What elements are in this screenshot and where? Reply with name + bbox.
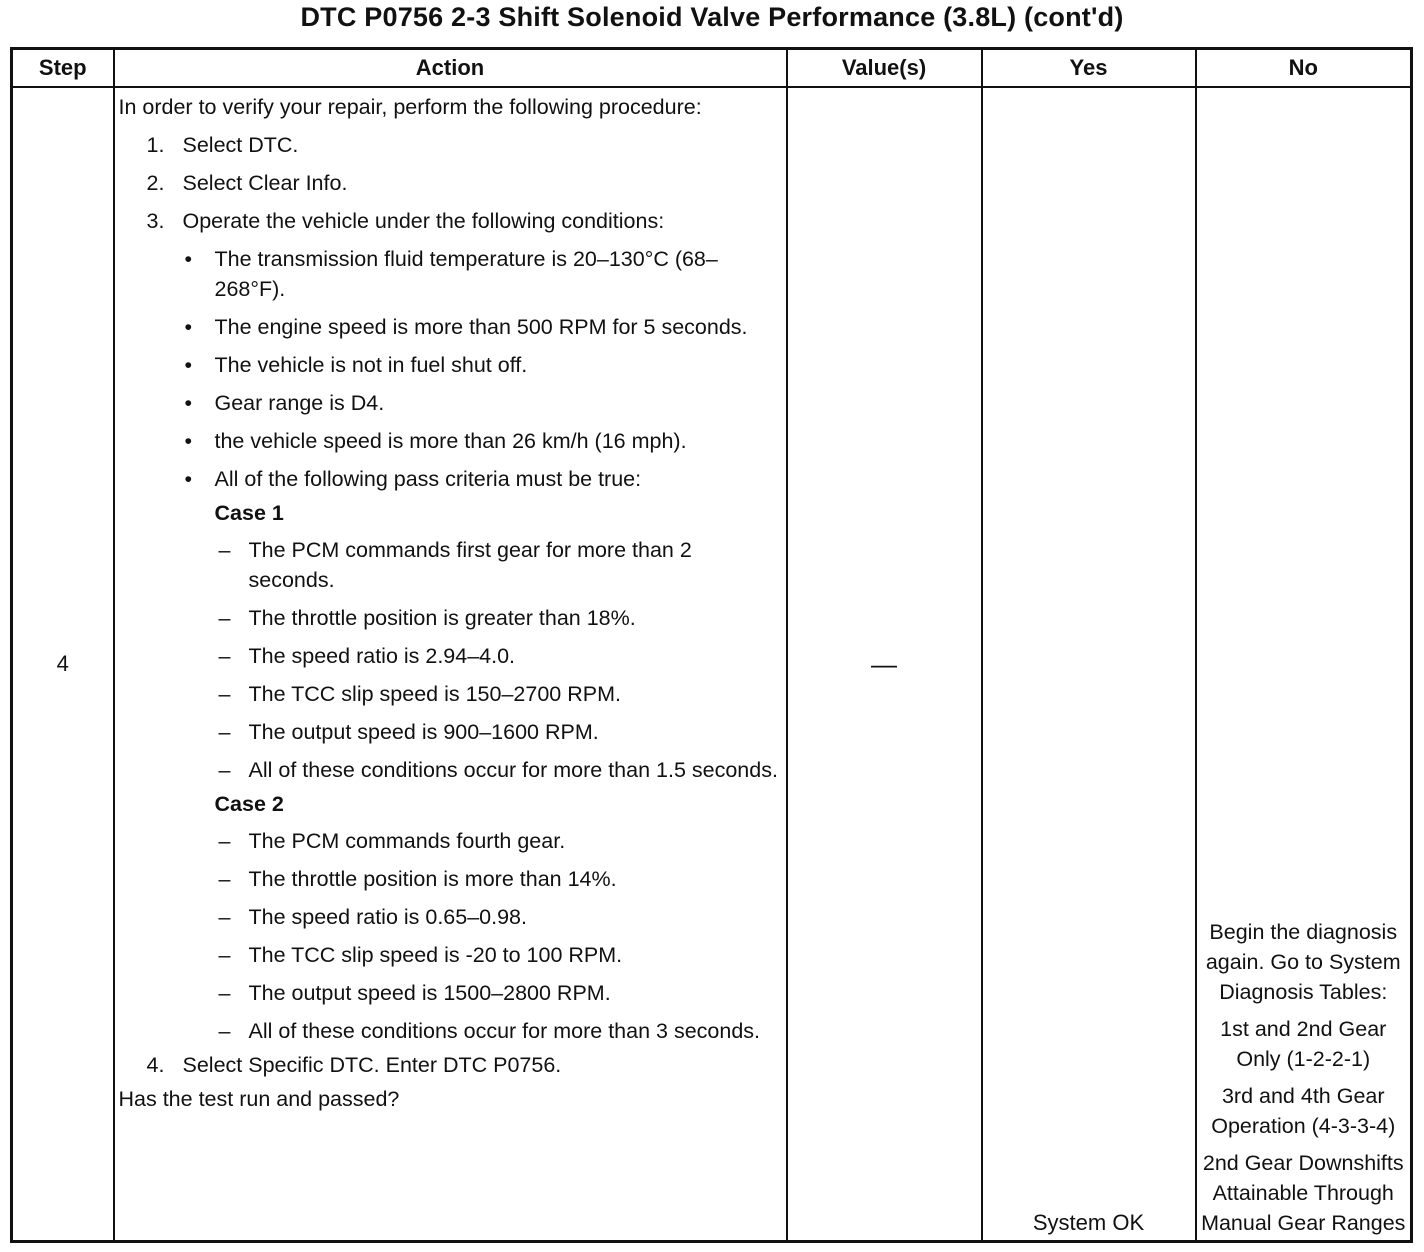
action-cell (114, 87, 787, 1242)
case-2-criterion (119, 978, 780, 1008)
step-num: 1. (146, 133, 165, 157)
bullet-text: The engine speed is more than 500 RPM for 5 seconds. (214, 315, 748, 339)
condition-bullet (119, 426, 780, 456)
bullet-icon: • (184, 247, 193, 271)
header-values: Value(s) (787, 49, 982, 88)
criterion-text: The PCM commands fourth gear. (248, 829, 566, 853)
dash-icon: – (218, 981, 231, 1005)
criterion-text: The TCC slip speed is 150–2700 RPM. (248, 682, 621, 706)
step-text: Select Specific DTC. Enter DTC P0756. (182, 1053, 562, 1077)
case-2-criterion (119, 940, 780, 970)
procedure-step (119, 130, 780, 160)
criterion-text: The speed ratio is 2.94–4.0. (248, 644, 516, 668)
bullet-icon: • (184, 467, 193, 491)
procedure-step (119, 1050, 780, 1080)
step-text: Select DTC. (182, 133, 299, 157)
case-1-criterion (119, 603, 780, 633)
case-1-heading: Case 1 (214, 501, 284, 525)
header-step: Step (12, 49, 114, 88)
bullet-text: All of the following pass criteria must be true: (214, 467, 642, 491)
bullet-icon: • (184, 429, 193, 453)
value-cell: — (787, 87, 982, 1242)
no-table-reference: 3rd and 4th Gear Operation (4-3-3-4) (1211, 1084, 1396, 1138)
bullet-icon: • (184, 353, 193, 377)
procedure-step (119, 168, 780, 198)
step-num: 4. (146, 1053, 165, 1077)
criterion-text: All of these conditions occur for more than 1.5 seconds. (248, 758, 778, 782)
bullet-icon: • (184, 391, 193, 415)
case-1-criterion (119, 755, 780, 785)
case-2-criterion (119, 826, 780, 856)
step-num: 2. (146, 171, 165, 195)
case-2-criterion (119, 864, 780, 894)
page-title: DTC P0756 2-3 Shift Solenoid Valve Performance (3.8L) (cont'd) (300, 2, 1124, 32)
criterion-text: The throttle position is greater than 18%. (248, 606, 636, 630)
dash-icon: – (218, 644, 231, 668)
condition-bullet (119, 312, 780, 342)
case-2-criterion (119, 1016, 780, 1046)
header-yes: Yes (982, 49, 1196, 88)
dash-icon: – (218, 867, 231, 891)
table-row (12, 87, 1412, 1242)
header-row (12, 49, 1412, 88)
condition-bullet (119, 388, 780, 418)
case-2-criterion (119, 902, 780, 932)
diagnostic-table (10, 47, 1413, 1243)
header-action: Action (114, 49, 787, 88)
condition-bullet (119, 350, 780, 380)
no-instruction: Begin the diagnosis again. Go to System Diagnosis Tables: (1205, 920, 1401, 1004)
bullet-text: Gear range is D4. (214, 391, 385, 415)
step-num: 3. (146, 209, 165, 233)
no-cell (1196, 87, 1412, 1242)
dash-icon: – (218, 682, 231, 706)
criterion-text: The output speed is 900–1600 RPM. (248, 720, 599, 744)
case-1-criterion (119, 535, 780, 595)
case-2-heading: Case 2 (214, 792, 284, 816)
test-question: Has the test run and passed? (118, 1087, 400, 1111)
case-1-criterion (119, 717, 780, 747)
bullet-text: the vehicle speed is more than 26 km/h (16 mph). (214, 429, 687, 453)
no-table-reference: 1st and 2nd Gear Only (1-2-2-1) (1220, 1017, 1387, 1071)
case-1-criterion (119, 641, 780, 671)
dash-icon: – (218, 1019, 231, 1043)
criterion-text: The speed ratio is 0.65–0.98. (248, 905, 527, 929)
action-intro: In order to verify your repair, perform the following procedure: (118, 95, 702, 119)
dash-icon: – (218, 829, 231, 853)
criterion-text: The throttle position is more than 14%. (248, 867, 617, 891)
condition-bullet (119, 244, 780, 304)
dash-icon: – (218, 943, 231, 967)
bullet-text: The transmission fluid temperature is 20–130°C (68–268°F). (214, 247, 718, 301)
step-text: Operate the vehicle under the following conditions: (182, 209, 665, 233)
dash-icon: – (218, 758, 231, 782)
criterion-text: The TCC slip speed is -20 to 100 RPM. (248, 943, 623, 967)
procedure-step (119, 206, 780, 236)
yes-cell: System OK (982, 87, 1196, 1242)
dash-icon: – (218, 606, 231, 630)
bullet-text: The vehicle is not in fuel shut off. (214, 353, 528, 377)
criterion-text: The output speed is 1500–2800 RPM. (248, 981, 611, 1005)
step-number: 4 (12, 87, 114, 1242)
condition-bullet (119, 464, 780, 494)
dash-icon: – (218, 538, 231, 562)
no-table-reference: 2nd Gear Downshifts Attainable Through Manual Gear Ranges (1201, 1151, 1406, 1235)
criterion-text: The PCM commands first gear for more than 2 seconds. (248, 538, 692, 592)
bullet-icon: • (184, 315, 193, 339)
step-text: Select Clear Info. (182, 171, 348, 195)
header-no: No (1196, 49, 1412, 88)
dash-icon: – (218, 905, 231, 929)
criterion-text: All of these conditions occur for more than 3 seconds. (248, 1019, 760, 1043)
case-1-criterion (119, 679, 780, 709)
dash-icon: – (218, 720, 231, 744)
